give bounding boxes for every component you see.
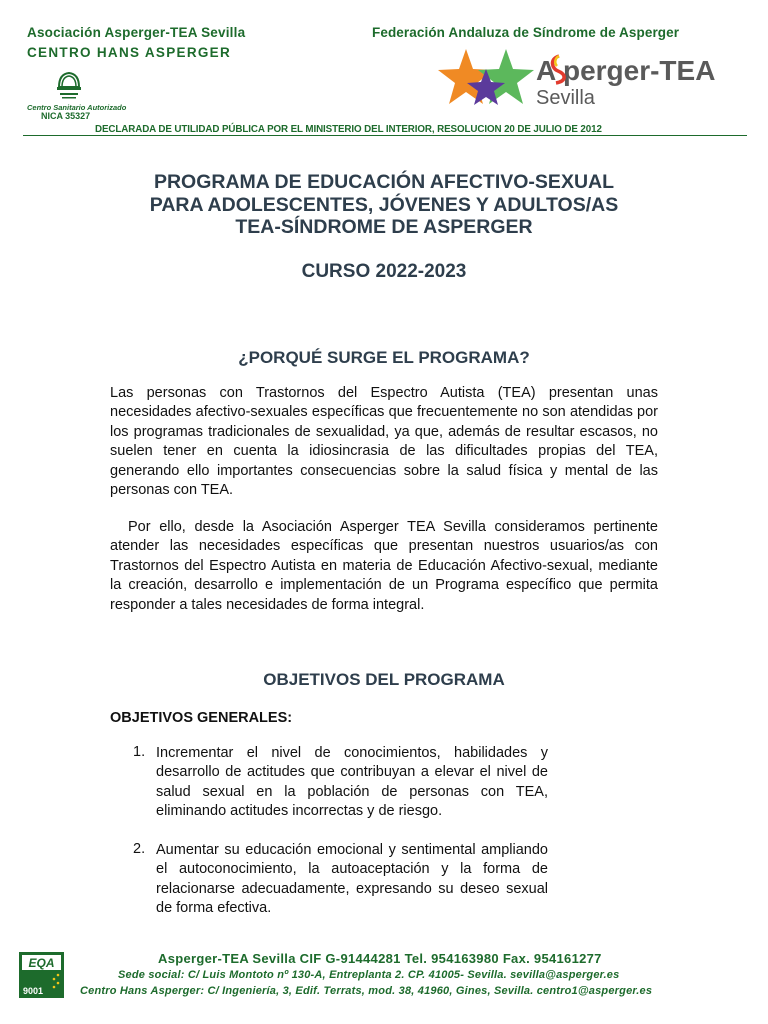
footer-contact-line: Asperger-TEA Sevilla CIF G-91444281 Tel. 954163980 Fax. 954161277: [158, 951, 602, 966]
authorized-center-label: Centro Sanitario Autorizado: [27, 103, 127, 112]
document-title-line2: PARA ADOLESCENTES, JÓVENES Y ADULTOS/AS: [149, 194, 619, 216]
logo-main-text: A perger-TEA: [536, 55, 716, 86]
document-title-line3: TEA-SÍNDROME DE ASPERGER: [235, 216, 533, 238]
paragraph-why-2: Por ello, desde la Asociación Asperger TEA Sevilla consideramos pertinente atender las necesidades específicas que presentan nuestros usuarios/as con Trastornos del Espectro Autista en materia de Educación Afectivo-sexual, mediante la creación, desarrollo e implementación de un Programa específico que permita responder a tales necesidades de forma integral.: [110, 519, 658, 613]
footer-headquarters-address: Sede social: C/ Luis Montoto nº 130-A, Entreplanta 2. CP. 41005- Sevilla. sevilla@asperger.es: [118, 969, 620, 981]
course-year: CURSO 2022-2023: [301, 261, 467, 282]
footer-center-address: Centro Hans Asperger: C/ Ingeniería, 3, Edif. Terrats, mod. 38, 41960, Gines, Sevilla. centro1@asperger.es: [80, 985, 653, 997]
paragraph-why-1: Las personas con Trastornos del Espectro Autista (TEA) presentan unas necesidades afectivo-sexuales específicas que frecuentemente no son atendidas por los programas tradicionales de sexualidad, ya que, además de resultar escasos, no suelen tener en cuenta la idiosincrasia de las dificultades propias del TEA, generando ello importantes consecuencias sobre la salud física y mental de las personas con TEA.: [110, 385, 658, 499]
iso-9001-text: 9001: [23, 986, 44, 996]
eqa-certification-logo: [19, 952, 64, 998]
list-item-text: Aumentar su educación emocional y sentimental ampliando el autoconocimiento, la autoaceptación y la forma de relacionarse adecuadamente, expresando su deseo sexual de forma efectiva.: [156, 842, 548, 917]
general-objectives-heading: OBJETIVOS GENERALES:: [110, 710, 293, 726]
federation-name: Federación Andaluza de Síndrome de Asperger: [372, 25, 680, 40]
section-heading-why: ¿PORQUÉ SURGE EL PROGRAMA?: [238, 348, 530, 367]
document-title-line1: PROGRAMA DE EDUCACIÓN AFECTIVO-SEXUAL: [153, 171, 615, 193]
nica-code: NICA 35327: [41, 111, 91, 121]
logo-sub-text: Sevilla: [536, 87, 595, 109]
eqa-text: EQA: [28, 956, 55, 970]
header-divider: [23, 135, 747, 136]
section-heading-objectives: OBJETIVOS DEL PROGRAMA: [263, 670, 505, 689]
list-item-text: Incrementar el nivel de conocimientos, habilidades y desarrollo de actitudes que contribuyan a elevar el nivel de salud sexual en la población de personas con TEA, eliminando actitudes incorrectas y de riesgo.: [156, 745, 548, 820]
list-item-number: 1.: [133, 744, 146, 760]
junta-andalucia-logo: [47, 65, 91, 103]
list-item-number: 2.: [133, 841, 146, 857]
public-utility-declaration: DECLARADA DE UTILIDAD PÚBLICA POR EL MINISTERIO DEL INTERIOR, RESOLUCION 20 DE JULIO DE 2012: [95, 124, 602, 135]
center-name: CENTRO HANS ASPERGER: [27, 45, 232, 60]
association-name: Asociación Asperger-TEA Sevilla: [27, 25, 246, 40]
asperger-tea-logo: [436, 47, 746, 115]
